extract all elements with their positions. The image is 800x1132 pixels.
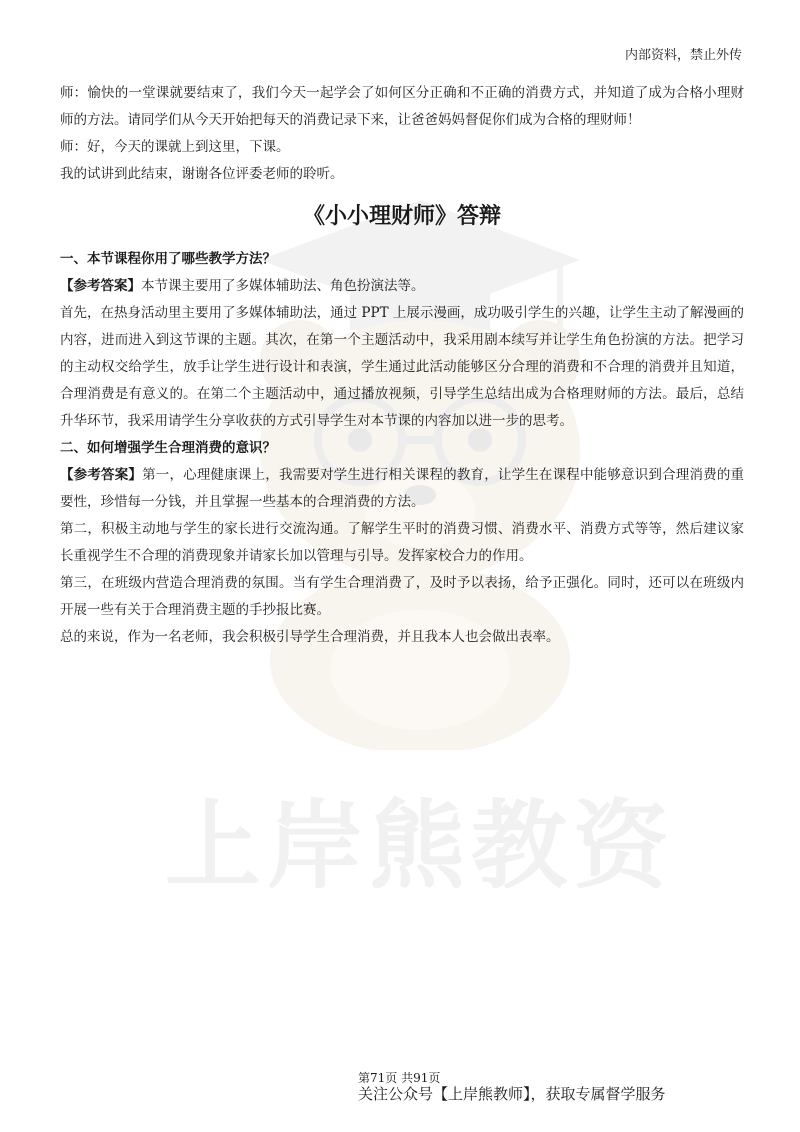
document-body (60, 80, 744, 651)
intro-paragraph: 我的试讲到此结束，谢谢各位评委老师的聆听。 (60, 166, 344, 182)
answer-2-conclusion: 总的来说，作为一名老师，我会积极引导学生合理消费，并且我本人也会做出表率。 (60, 629, 560, 645)
answer-label: 【参考答案】 (60, 467, 143, 483)
answer-1-intro (60, 273, 744, 300)
answer-label: 【参考答案】 (60, 278, 141, 294)
watermark-text: 上岸熊教资 (165, 790, 675, 902)
answer-2-first: 第一，心理健康课上，我需要对学生进行相关课程的教育，让学生在课程中能够意识到合理消费的重要性，珍惜每一分钱，并且掌握一些基本的合理消费的方法。 (60, 467, 745, 510)
page-footer (358, 1070, 666, 1102)
answer-1-body: 首先，在热身活动里主要用了多媒体辅助法，通过 PPT 上展示漫画，成功吸引学生的兴趣，让学生主动了解漫画的内容，进而进入到这节课的主题。其次，在第一个主题活动中，我采用剧本续写并让学生角色扮演的方法。把学习的主动权交给学生，放手让学生进行设计和表演，学生通过此活动能够区分合理的消费和不合理的消费并且知道，合理消费是有意义的。在第二个主题活动中，通过播放视频，引导学生总结出成为合格理财师的方法。最后，总结升华环节，我采用请学生分享收获的方式引导学生对本节课的内容加以进一步的思考。 (60, 305, 744, 429)
question-1: 一、本节课程你用了哪些教学方法？ (60, 251, 276, 267)
confidential-note: 内部资料，禁止外传 (624, 48, 742, 63)
answer-2-point: 第三，在班级内营造合理消费的氛围。当有学生合理消费了，及时予以表扬，给予正强化。同时，还可以在班级内开展一些有关于合理消费主题的手抄报比赛。 (60, 575, 744, 618)
answer-2-intro (60, 462, 744, 516)
intro-paragraph: 师：好，今天的课就上到这里，下课。 (60, 139, 290, 155)
answer-2-point: 第二，积极主动地与学生的家长进行交流沟通。了解学生平时的消费习惯、消费水平、消费方式等等，然后建议家长重视学生不合理的消费现象并请家长加以管理与引导。发挥家校合力的作用。 (60, 521, 744, 564)
intro-paragraph: 师：愉快的一堂课就要结束了，我们今天一起学会了如何区分正确和不正确的消费方式，并知道了成为合格小理财师的方法。请同学们从今天开始把每天的消费记录下来，让爸爸妈妈督促你们成为合格的理财师！ (60, 85, 744, 128)
footer-promo: 关注公众号【上岸熊教师】，获取专属督学服务 (358, 1085, 666, 1103)
section-title: 《小小理财师》答辩 (302, 204, 501, 229)
answer-1-first: 本节课主要用了多媒体辅助法、角色扮演法等。 (141, 278, 425, 294)
page-number: 第71页 共91页 (358, 1071, 441, 1085)
question-2: 二、如何增强学生合理消费的意识？ (60, 440, 276, 456)
